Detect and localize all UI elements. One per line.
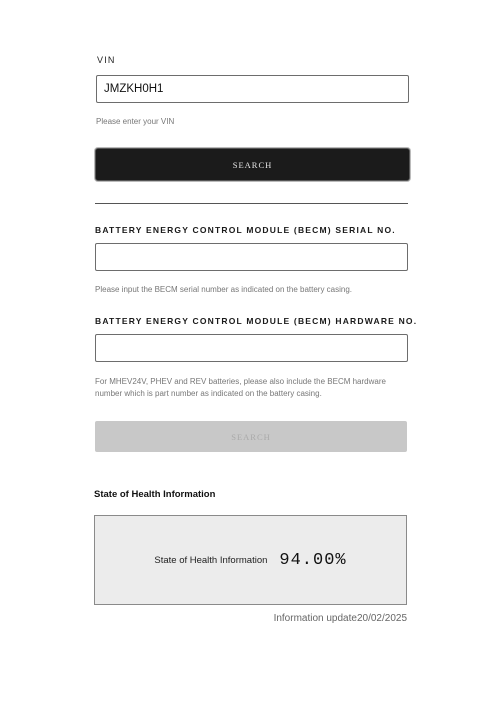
becm-hardware-label: BATTERY ENERGY CONTROL MODULE (BECM) HARDWARE NO.	[95, 316, 418, 326]
becm-hardware-help-text	[95, 376, 386, 400]
becm-hardware-input[interactable]	[95, 334, 408, 362]
soh-result-box	[94, 515, 407, 605]
becm-hardware-help-line-2: number which is part number as indicated on the battery casing.	[95, 389, 322, 398]
vin-search-button[interactable]: SEARCH	[95, 148, 410, 181]
vin-label: VIN	[97, 55, 116, 65]
becm-serial-input[interactable]	[95, 243, 408, 271]
information-update-text: Information update20/02/2025	[273, 613, 407, 624]
becm-serial-label: BATTERY ENERGY CONTROL MODULE (BECM) SERIAL NO.	[95, 225, 396, 235]
becm-serial-help-text: Please input the BECM serial number as indicated on the battery casing.	[95, 285, 353, 294]
becm-hardware-help-line-1: For MHEV24V, PHEV and REV batteries, please also include the BECM hardware	[95, 377, 386, 386]
soh-label: State of Health Information	[154, 554, 268, 566]
vin-help-text: Please enter your VIN	[96, 117, 175, 126]
vin-input[interactable]	[96, 75, 409, 103]
becm-search-button[interactable]: SEARCH	[95, 421, 407, 452]
section-divider	[95, 203, 408, 204]
soh-value: 94.00%	[279, 550, 347, 570]
soh-heading: State of Health Information	[94, 489, 216, 500]
